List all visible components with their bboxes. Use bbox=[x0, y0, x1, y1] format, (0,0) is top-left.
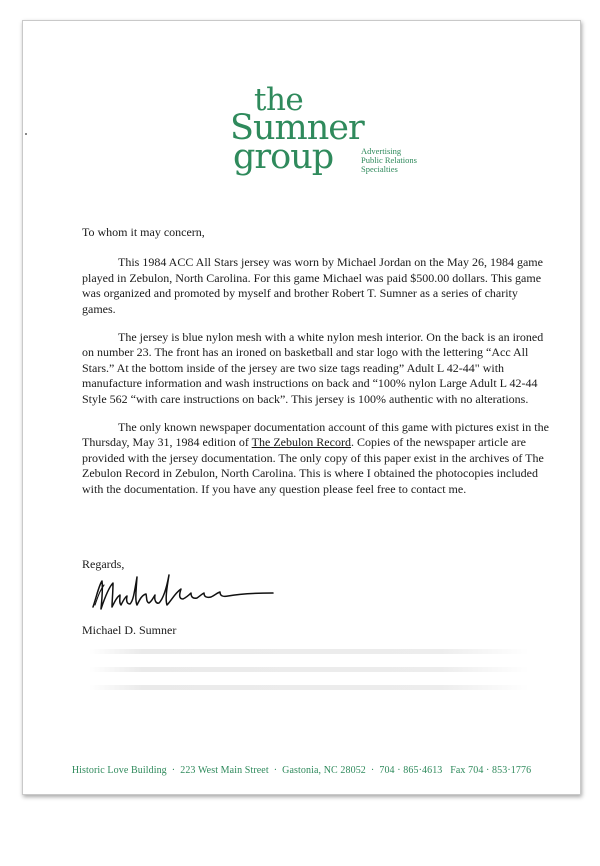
footer-city: Gastonia, NC 28052 bbox=[282, 765, 366, 776]
publication-title: The Zebulon Record bbox=[251, 435, 351, 450]
handwritten-signature bbox=[89, 571, 279, 619]
logo-word-group: group bbox=[233, 137, 334, 177]
bleed-through-line bbox=[89, 667, 529, 672]
footer-phone: 704 · 865·4613 bbox=[379, 765, 443, 776]
footer-street: 223 West Main Street bbox=[180, 765, 269, 776]
bleed-through-line bbox=[89, 649, 529, 654]
logo-word-sumner: Sumner bbox=[230, 108, 364, 148]
letter-body bbox=[82, 225, 552, 510]
scan-speck bbox=[25, 133, 27, 135]
footer-separator: · bbox=[171, 765, 176, 776]
paragraph-text: The only known newspaper documentation account of this game with pictures exist in the Thursday, May 31, 1984 edition of bbox=[82, 420, 549, 450]
logo-word-the: the bbox=[254, 82, 304, 118]
letterhead-footer bbox=[23, 765, 580, 776]
tagline-line: Specialties bbox=[361, 164, 398, 174]
footer-building: Historic Love Building bbox=[71, 765, 167, 776]
letter-page bbox=[22, 20, 581, 795]
closing: Regards, bbox=[82, 557, 125, 571]
paragraph-game-details: This 1984 ACC All Stars jersey was worn by Michael Jordan on the May 26, 1984 game played in Zebulon, North Carolina. For this game Michael was paid $500.00 dollars. This game was organized and promoted by myself and brother Robert T. Sumner as a series of charity games. bbox=[82, 255, 543, 316]
tagline-line: Public Relations bbox=[361, 155, 417, 165]
footer-separator: · bbox=[273, 765, 278, 776]
signer-name: Michael D. Sumner bbox=[82, 623, 177, 637]
paragraph-text: . Copies of the newspaper article are provided with the jersey documentation. The only copy of this paper exist in the archives of The Zebulon Record in Zebulon, North Carolina. This is where I obtained the photocopies included with the documentation. If you have any question please feel free to contact me. bbox=[82, 435, 544, 496]
logo-tagline bbox=[361, 147, 417, 174]
paragraph-newspaper-documentation bbox=[82, 420, 552, 497]
sumner-group-logo bbox=[230, 82, 480, 205]
bleed-through-line bbox=[89, 685, 529, 690]
footer-fax: Fax 704 · 853·1776 bbox=[450, 765, 532, 776]
footer-separator: · bbox=[370, 765, 375, 776]
paragraph-jersey-description: The jersey is blue nylon mesh with a white nylon mesh interior. On the back is an ironed on number 23. The front has an ironed on basketball and star logo with the lettering “Acc All Stars.” At the bottom inside of the jersey are two size tags reading” Adult L 42-44" with manufacture information and wash instructions on back and “100% nylon Large Adult L 42-44 Style 562 “with care instructions on back”. This jersey is 100% authentic with no alterations. bbox=[82, 330, 544, 406]
salutation: To whom it may concern, bbox=[82, 225, 205, 239]
tagline-line: Advertising bbox=[361, 146, 402, 156]
